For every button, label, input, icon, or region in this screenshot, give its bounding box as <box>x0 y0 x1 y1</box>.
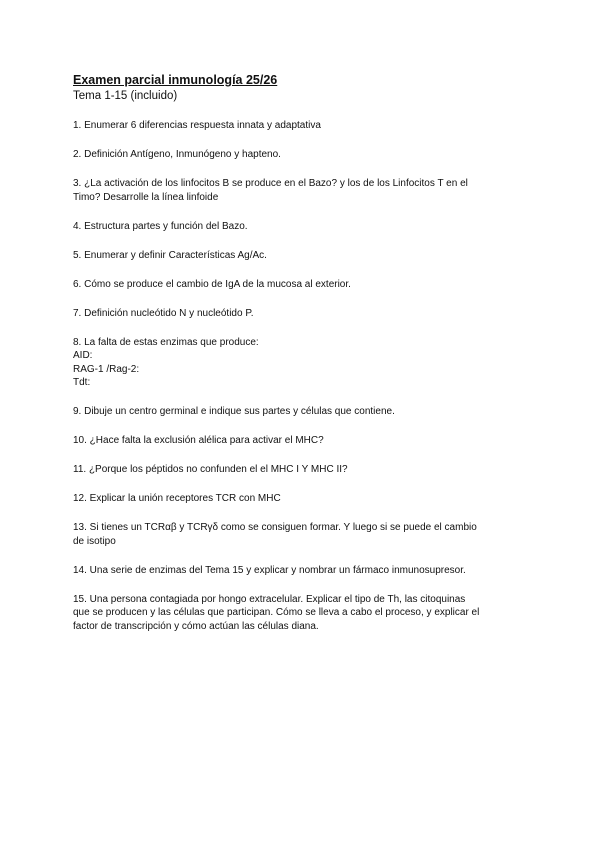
question-item <box>73 278 543 292</box>
question-item <box>73 521 543 548</box>
question-item <box>73 307 543 321</box>
question-line: 1. Enumerar 6 diferencias respuesta innata y adaptativa <box>73 120 321 131</box>
question-item <box>73 177 543 204</box>
question-line: 2. Definición Antígeno, Inmunógeno y hapteno. <box>73 149 281 160</box>
question-line: que se producen y las células que participan. Cómo se lleva a cabo el proceso, y explicar el <box>73 607 480 618</box>
question-line: 5. Enumerar y definir Características Ag/Ac. <box>73 249 267 261</box>
question-item <box>73 119 543 133</box>
question-line: RAG-1 /Rag-2: <box>73 363 140 375</box>
question-line: Timo? Desarrolle la línea linfoide <box>73 191 219 203</box>
question-line: de isotipo <box>73 535 116 547</box>
question-line: 9. Dibuje un centro germinal e indique sus partes y células que contiene. <box>73 406 395 417</box>
question-line: 12. Explicar la unión receptores TCR con MHC <box>73 493 281 504</box>
question-item <box>73 434 543 448</box>
question-line: 4. Estructura partes y función del Bazo. <box>73 220 248 232</box>
document-page <box>73 72 543 649</box>
question-line: 10. ¿Hace falta la exclusión alélica para activar el MHC? <box>73 435 324 446</box>
question-line: 13. Si tienes un TCRαβ y TCRγδ como se consiguen formar. Y luego si se puede el cambio <box>73 522 477 533</box>
question-line: 3. ¿La activación de los linfocitos B se produce en el Bazo? y los de los Linfocitos T en el <box>73 178 468 189</box>
question-line: 8. La falta de estas enzimas que produce: <box>73 336 259 348</box>
question-item <box>73 249 543 263</box>
question-item <box>73 564 543 578</box>
question-item <box>73 492 543 506</box>
question-list <box>73 119 543 633</box>
question-line: 14. Una serie de enzimas del Tema 15 y explicar y nombrar un fármaco inmunosupresor. <box>73 564 466 576</box>
question-item <box>73 148 543 162</box>
question-item <box>73 593 543 634</box>
document-title: Examen parcial inmunología 25/26 <box>73 73 278 87</box>
question-line: 6. Cómo se produce el cambio de IgA de la mucosa al exterior. <box>73 278 351 290</box>
question-line: factor de transcripción y cómo actúan las células diana. <box>73 620 319 632</box>
document-subtitle: Tema 1-15 (incluido) <box>73 90 178 102</box>
question-line: Tdt: <box>73 377 91 388</box>
question-item <box>73 405 543 419</box>
question-line: 15. Una persona contagiada por hongo extracelular. Explicar el tipo de Th, las citoquinas <box>73 593 466 605</box>
question-line: AID: <box>73 350 93 361</box>
question-line: 11. ¿Porque los péptidos no confunden el el MHC I Y MHC II? <box>73 464 348 475</box>
question-item <box>73 463 543 477</box>
question-item <box>73 336 543 390</box>
question-item <box>73 220 543 234</box>
question-line: 7. Definición nucleótido N y nucleótido P. <box>73 307 254 319</box>
